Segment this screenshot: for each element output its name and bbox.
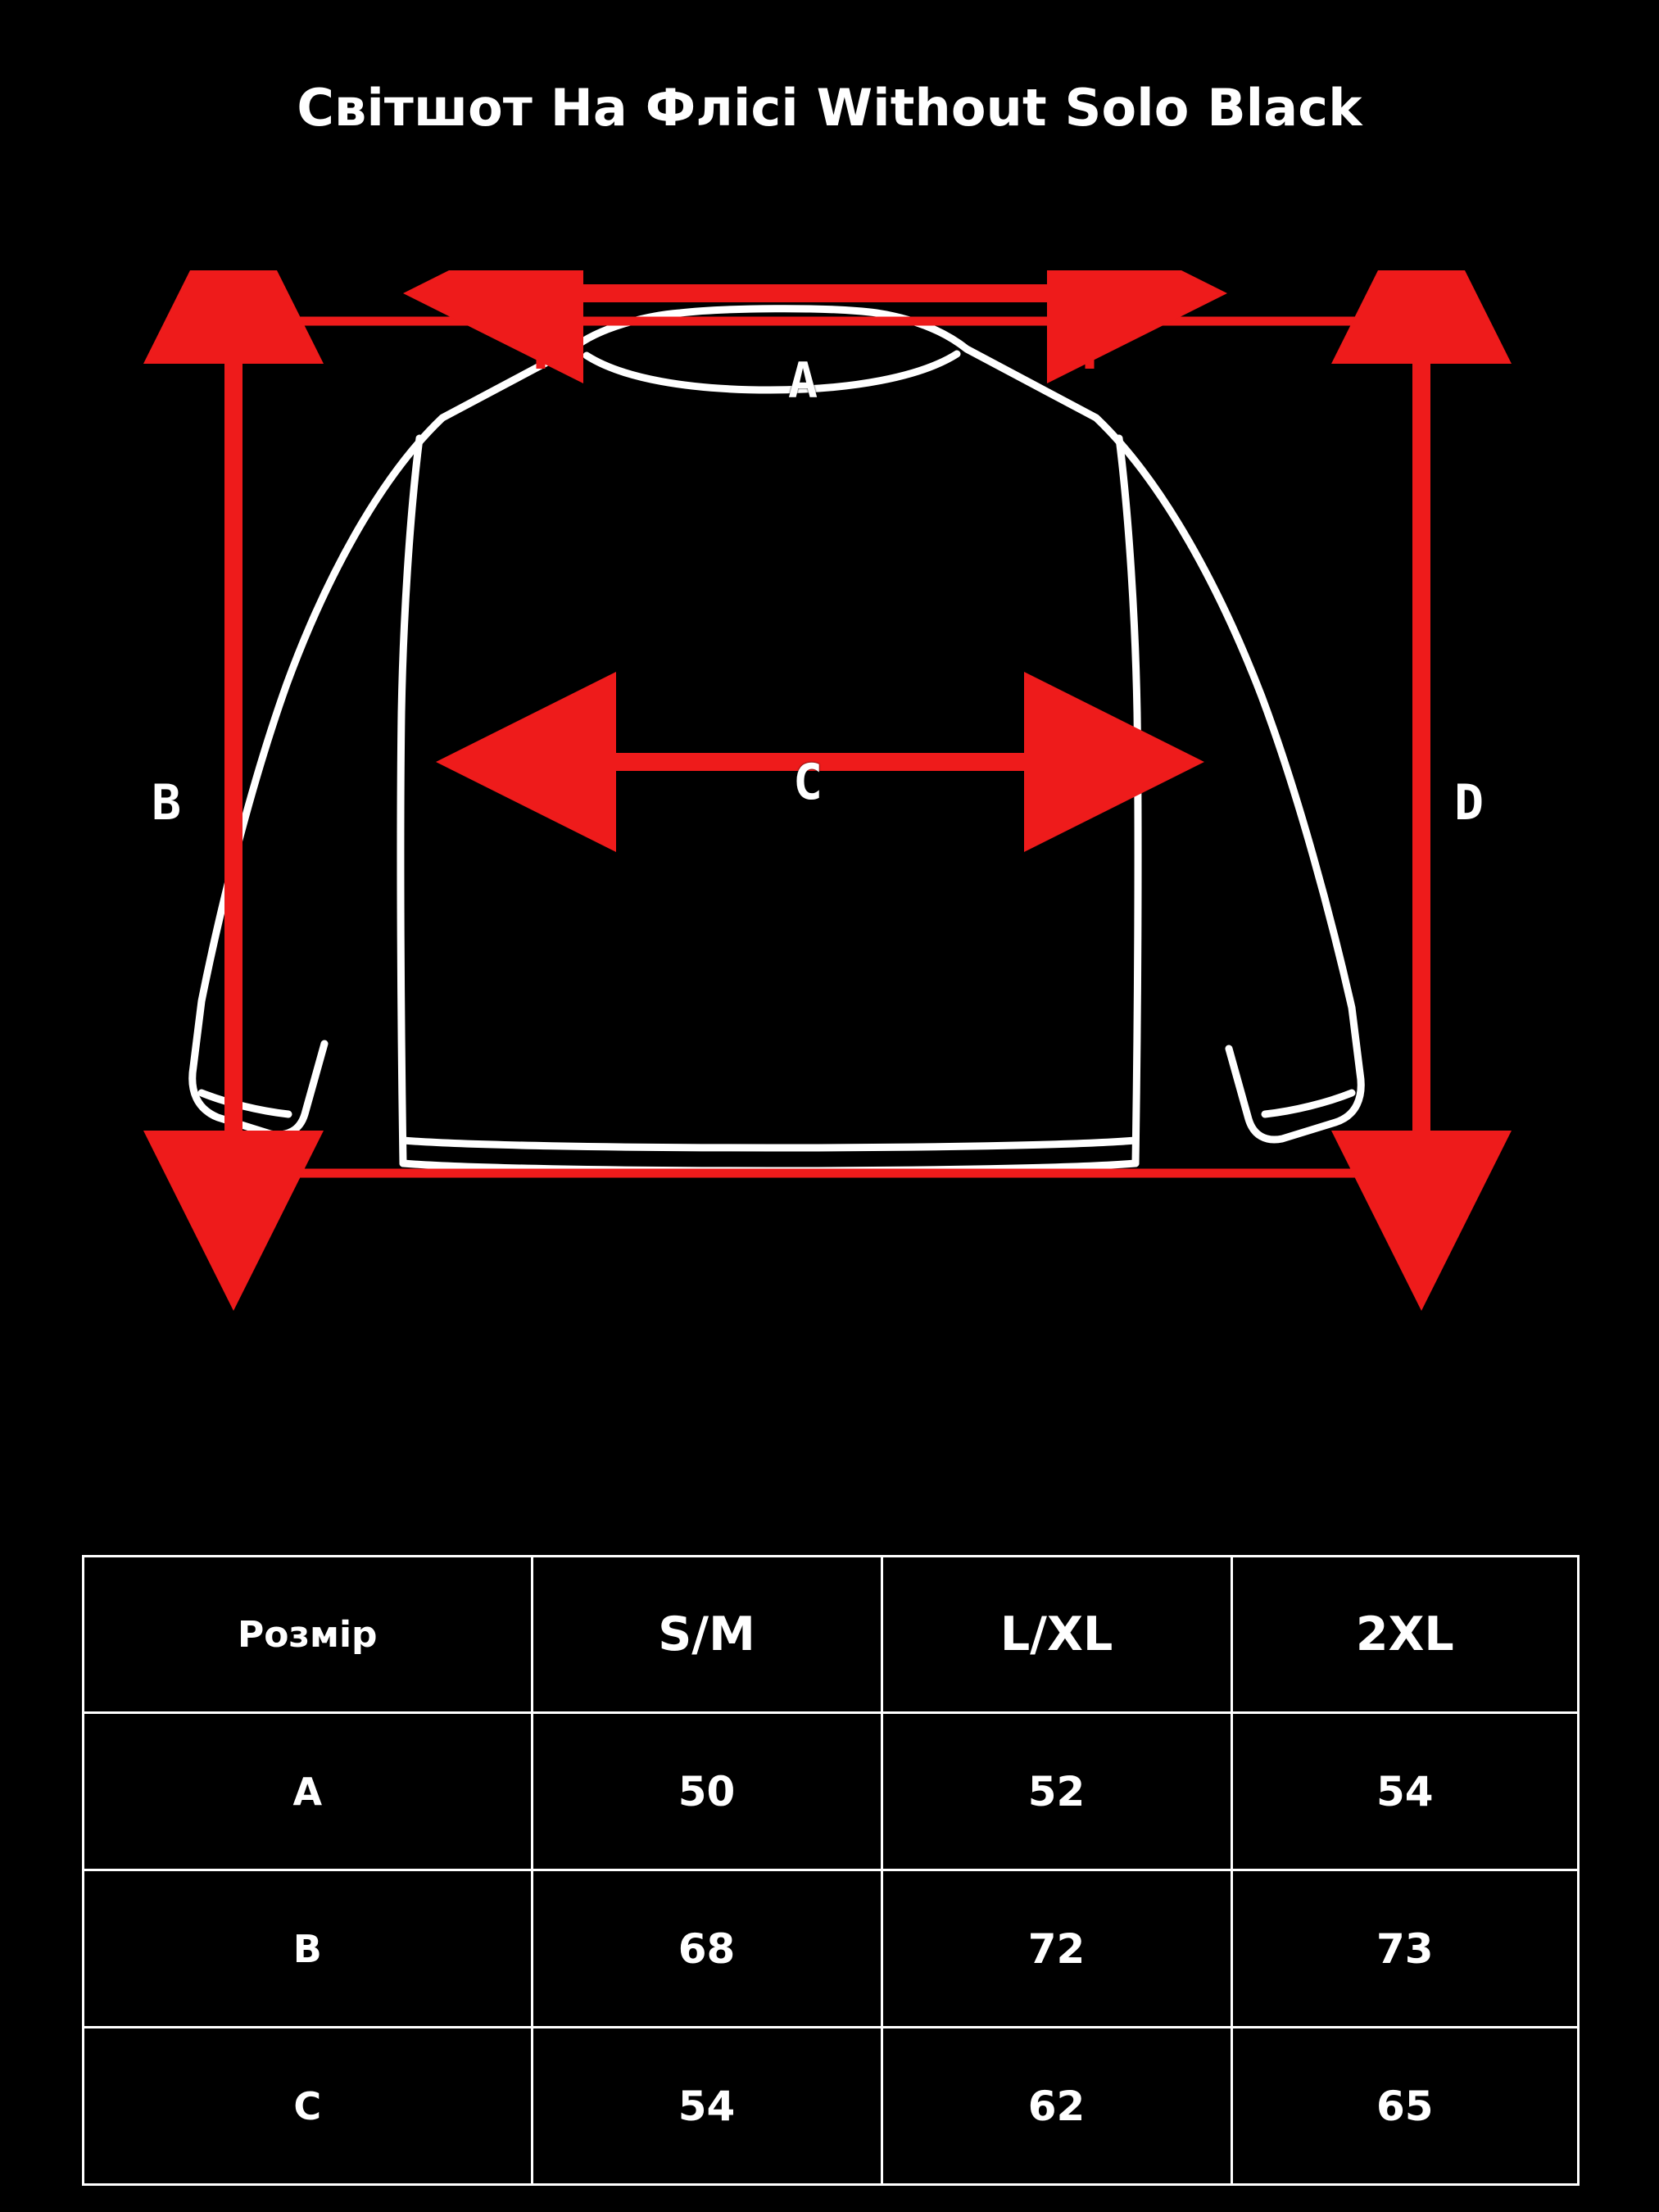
table-row xyxy=(84,1713,1579,1870)
table-header-2xl: 2XL xyxy=(1231,1557,1578,1713)
size-table xyxy=(82,1555,1580,2186)
row-key-a: A xyxy=(84,1713,533,1870)
row-key-c: C xyxy=(84,2028,533,2185)
cell-c-lxl: 62 xyxy=(882,2028,1231,2185)
cell-c-2xl: 65 xyxy=(1231,2028,1578,2185)
table-header-row xyxy=(84,1557,1579,1713)
cell-a-lxl: 52 xyxy=(882,1713,1231,1870)
dimension-label-b: B xyxy=(152,774,183,832)
cell-b-lxl: 72 xyxy=(882,1870,1231,2028)
dimension-label-d: D xyxy=(1454,774,1485,832)
table-header-size: Розмір xyxy=(84,1557,533,1713)
cell-a-sm: 50 xyxy=(532,1713,882,1870)
cell-b-sm: 68 xyxy=(532,1870,882,2028)
table-header-lxl: L/XL xyxy=(882,1557,1231,1713)
sweatshirt-measurement-diagram xyxy=(0,270,1659,1516)
row-key-b: B xyxy=(84,1870,533,2028)
dimension-label-c: C xyxy=(793,754,824,811)
cell-a-2xl: 54 xyxy=(1231,1713,1578,1870)
page-title: Світшот На Фліcі Without Solo Black xyxy=(297,78,1362,138)
table-row xyxy=(84,2028,1579,2185)
cell-c-sm: 54 xyxy=(532,2028,882,2185)
table-header-sm: S/M xyxy=(532,1557,882,1713)
table-row xyxy=(84,1870,1579,2028)
size-table-wrapper xyxy=(82,1555,1580,2186)
garment-outline xyxy=(193,309,1362,1171)
cell-b-2xl: 73 xyxy=(1231,1870,1578,2028)
dimension-label-a: A xyxy=(788,352,819,410)
